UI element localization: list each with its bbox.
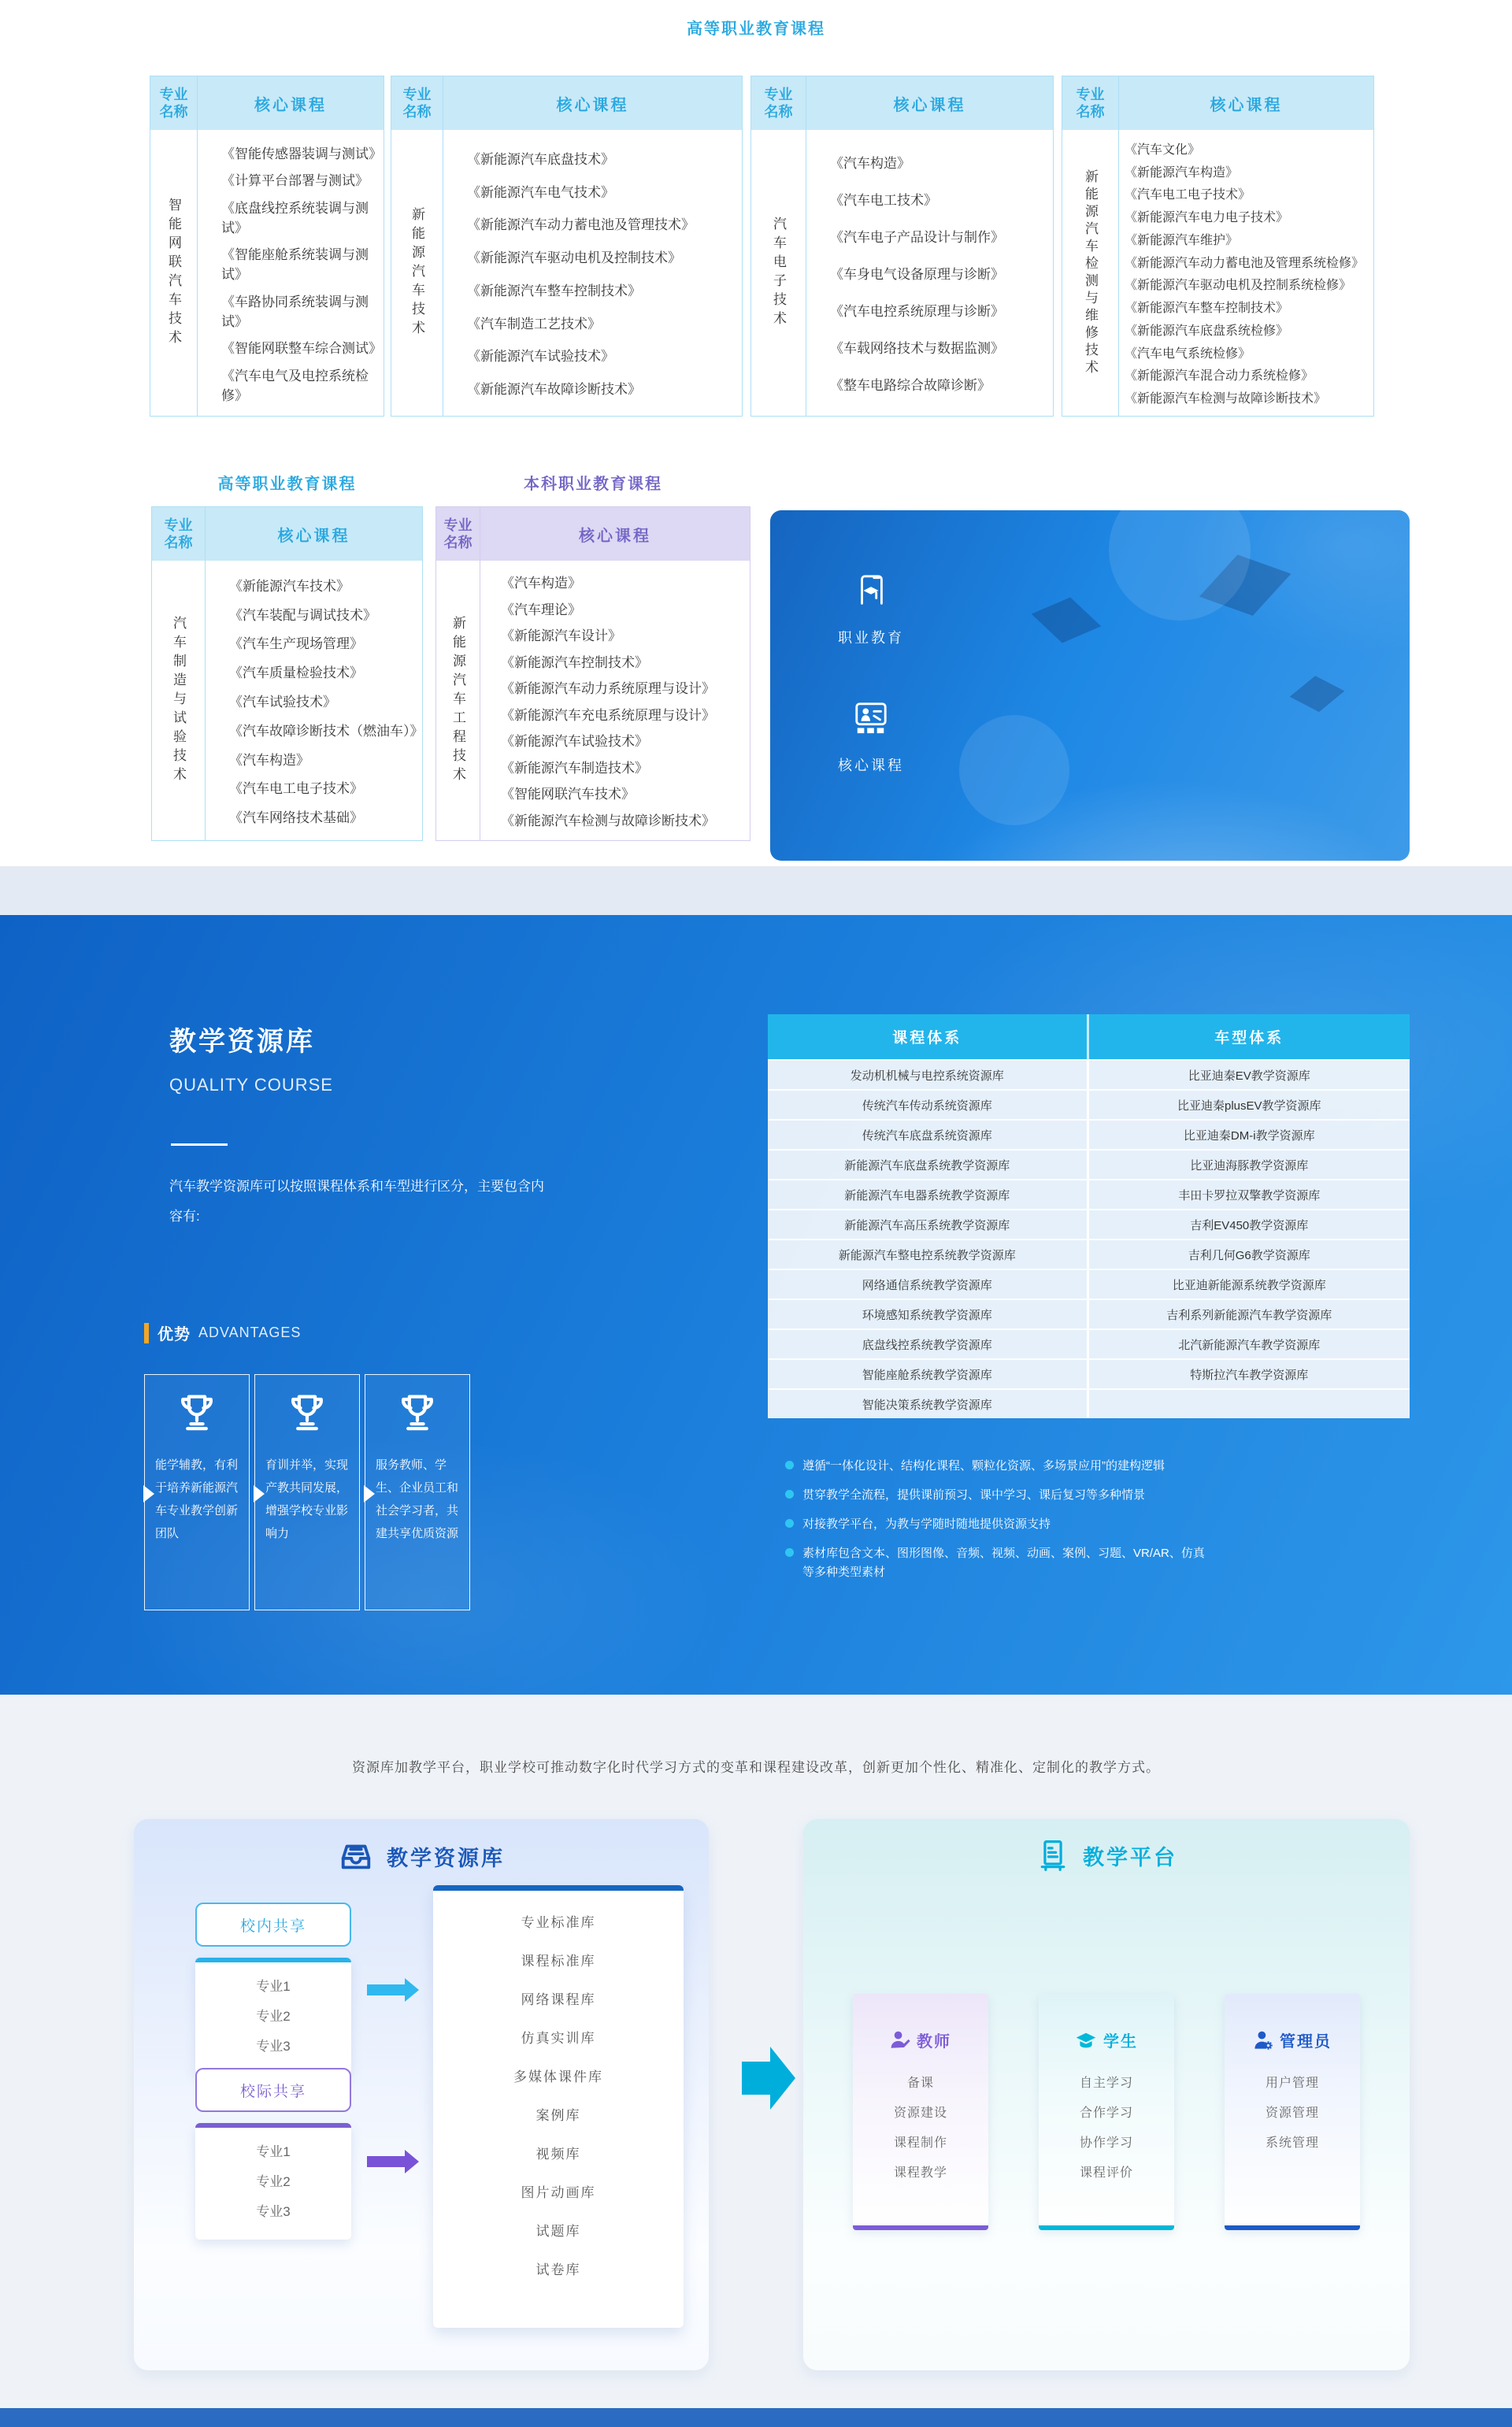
major-item: 专业2 xyxy=(256,2009,291,2024)
col-header-major: 专业名称 xyxy=(751,76,806,130)
table-header xyxy=(391,76,742,130)
trophy-icon xyxy=(396,1391,439,1433)
advantages-label: 优势 xyxy=(158,1326,191,1343)
table-body xyxy=(751,130,1053,416)
course-item: 《新能源汽车电气技术》 xyxy=(467,184,614,200)
course-item: 《新能源汽车动力蓄电池及管理技术》 xyxy=(467,217,695,233)
platform-card-title: 教学平台 xyxy=(1083,1845,1177,1869)
major-name-vertical: 新能源汽车工程技术 xyxy=(436,561,480,840)
role-item-list xyxy=(1039,2069,1174,2188)
course-item: 《新能源汽车驱动电机及控制技术》 xyxy=(467,250,681,266)
course-item: 《车身电气设备原理与诊断》 xyxy=(830,267,1004,282)
banner-item-vocational-education xyxy=(816,572,926,647)
teacher-role-column xyxy=(853,1994,988,2230)
table-row xyxy=(768,1209,1410,1239)
big-flow-arrow xyxy=(742,2062,770,2095)
table-row xyxy=(768,1239,1410,1269)
banner-item-label: 核心课程 xyxy=(838,758,904,773)
vehicle-system-header: 车型体系 xyxy=(1214,1030,1284,1047)
role-item: 协作学习 xyxy=(1079,2136,1133,2150)
resource-table-body xyxy=(768,1059,1410,1418)
vehicle-system-cell: 比亚迪海豚教学资源库 xyxy=(1190,1158,1309,1173)
course-item: 《新能源汽车制造技术》 xyxy=(501,760,648,776)
library-item: 仿真实训库 xyxy=(521,2031,596,2046)
course-table-nev-engineering xyxy=(435,506,750,841)
course-item: 《汽车文化》 xyxy=(1125,143,1201,157)
course-system-cell: 底盘线控系统教学资源库 xyxy=(768,1330,1089,1358)
course-item: 《智能网联汽车技术》 xyxy=(501,787,635,802)
course-item: 《新能源汽车构造》 xyxy=(1125,165,1239,180)
feature-bullet xyxy=(785,1515,1214,1534)
advantage-card xyxy=(144,1374,250,1610)
course-item: 《新能源汽车底盘系统检修》 xyxy=(1125,324,1289,338)
major-name-vertical: 汽车制造与试验技术 xyxy=(152,561,206,840)
course-system-cell: 智能座舱系统教学资源库 xyxy=(768,1360,1089,1388)
library-list-box xyxy=(433,1885,684,2328)
resource-description: 汽车教学资源库可以按照课程体系和车型进行区分，主要包含内容有: xyxy=(169,1179,544,1225)
course-table-nev-maintenance xyxy=(1062,76,1374,417)
major-name-vertical: 智能网联汽车技术 xyxy=(150,130,198,416)
role-item: 备课 xyxy=(906,2077,934,2090)
advantage-card xyxy=(365,1374,470,1610)
bullet-text: 素材库包含文本、图形图像、音频、视频、动画、案例、习题、VR/AR、仿真等多种类型素材 xyxy=(802,1547,1205,1579)
course-table-auto-manufacturing xyxy=(151,506,423,841)
course-item: 《新能源汽车动力蓄电池及管理系统检修》 xyxy=(1125,256,1365,270)
course-item: 《新能源汽车电力电子技术》 xyxy=(1125,211,1289,225)
major-item: 专业3 xyxy=(256,2204,291,2219)
col-header-major: 专业名称 xyxy=(436,507,480,561)
course-table-auto-electronics xyxy=(750,76,1054,417)
course-item: 《新能源汽车维护》 xyxy=(1125,233,1239,247)
advantages-heading xyxy=(144,1321,301,1344)
platform-section xyxy=(0,1695,1512,2408)
course-system-cell: 传统汽车底盘系统资源库 xyxy=(768,1121,1089,1149)
course-item: 《新能源汽车底盘技术》 xyxy=(467,151,614,167)
col-header-core: 核心课程 xyxy=(579,527,651,545)
table-body xyxy=(152,561,422,840)
library-item: 试卷库 xyxy=(536,2262,581,2277)
course-item: 《汽车装配与调试技术》 xyxy=(229,607,376,623)
course-system-cell: 网络通信系统教学资源库 xyxy=(768,1270,1089,1299)
course-item: 《智能座舱系统装调与测试》 xyxy=(221,247,369,282)
course-item: 《汽车构造》 xyxy=(229,752,309,768)
teaching-resource-card xyxy=(134,1819,709,2370)
role-item: 合作学习 xyxy=(1079,2106,1133,2120)
course-system-header: 课程体系 xyxy=(768,1014,1089,1059)
course-item: 《车路协同系统装调与测试》 xyxy=(221,294,369,329)
role-label: 管理员 xyxy=(1280,2033,1332,2051)
inter-school-share-button[interactable]: 校际共享 xyxy=(195,2068,351,2112)
course-system-cell: 新能源汽车整电控系统教学资源库 xyxy=(768,1240,1089,1269)
section-divider-band xyxy=(0,866,1512,915)
col-header-major: 专业名称 xyxy=(391,76,443,130)
role-label: 学生 xyxy=(1103,2033,1138,2051)
teacher-blackboard-icon xyxy=(853,699,889,736)
course-item: 《汽车试验技术》 xyxy=(229,694,336,710)
graduation-cap-shape xyxy=(1288,673,1347,721)
course-item: 《汽车电气及电控系统检修》 xyxy=(221,368,369,403)
course-table-intelligent-connected xyxy=(150,76,384,417)
vehicle-system-cell: 特斯拉汽车教学资源库 xyxy=(1190,1368,1309,1382)
banner-item-label: 职业教育 xyxy=(838,630,904,646)
col-header-core: 核心课程 xyxy=(254,96,327,114)
table-row xyxy=(768,1059,1410,1089)
table-header xyxy=(150,76,384,130)
role-item-list xyxy=(1225,2069,1360,2158)
bullet-dot-icon xyxy=(785,1548,794,1557)
course-item: 《新能源汽车驱动电机及控制系统检修》 xyxy=(1125,279,1352,293)
bullet-dot-icon xyxy=(785,1461,794,1469)
course-item: 《汽车电工技术》 xyxy=(830,193,937,208)
inter-school-majors-box xyxy=(195,2123,351,2240)
role-item: 资源建设 xyxy=(893,2106,947,2120)
table-body xyxy=(150,130,384,416)
bullet-dot-icon xyxy=(785,1519,794,1528)
vehicle-system-cell: 吉利几何G6教学资源库 xyxy=(1188,1248,1310,1262)
feature-bullet xyxy=(785,1486,1214,1505)
feature-bullet xyxy=(785,1457,1214,1476)
major-name-vertical: 新能源汽车检测与维修技术 xyxy=(1062,130,1119,416)
section2-left-title: 高等职业教育课程 xyxy=(217,476,357,493)
table-header xyxy=(1062,76,1373,130)
table-body xyxy=(436,561,750,840)
resource-card-title: 教学资源库 xyxy=(387,1846,505,1870)
course-item: 《新能源汽车故障诊断技术》 xyxy=(467,382,641,398)
admin-role-column xyxy=(1225,1994,1360,2230)
library-item: 案例库 xyxy=(536,2108,581,2123)
course-item: 《新能源汽车混合动力系统检修》 xyxy=(1125,369,1314,384)
course-item: 《汽车构造》 xyxy=(830,156,910,171)
role-item: 自主学习 xyxy=(1079,2077,1133,2090)
role-column-list xyxy=(803,1994,1410,2230)
vehicle-system-cell: 比亚迪新能源系统教学资源库 xyxy=(1172,1278,1326,1292)
major-name-vertical: 汽车电子技术 xyxy=(751,130,806,416)
major-list xyxy=(195,1962,351,2062)
table-header xyxy=(751,76,1053,130)
resource-section-subtitle: QUALITY COURSE xyxy=(169,1075,333,1095)
teacher-person-icon xyxy=(890,2030,910,2051)
role-item: 课程教学 xyxy=(893,2166,947,2180)
course-item: 《汽车电子产品设计与制作》 xyxy=(830,230,1004,245)
course-item: 《底盘线控系统装调与测试》 xyxy=(221,200,369,235)
course-system-cell: 新能源汽车高压系统教学资源库 xyxy=(768,1210,1089,1239)
resource-table-header xyxy=(768,1014,1410,1059)
role-item: 课程评价 xyxy=(1079,2166,1133,2180)
table-row xyxy=(768,1358,1410,1388)
course-item: 《新能源汽车动力系统原理与设计》 xyxy=(501,681,715,697)
vehicle-system-cell: 吉利系列新能源汽车教学资源库 xyxy=(1166,1308,1332,1322)
course-item: 《车载网络技术与数据监测》 xyxy=(830,341,1004,356)
teaching-platform-card xyxy=(803,1819,1410,2370)
resource-library-section xyxy=(0,915,1512,1695)
trophy-icon xyxy=(286,1391,328,1433)
resource-system-table xyxy=(768,1014,1410,1418)
library-item: 专业标准库 xyxy=(521,1915,596,1930)
course-list xyxy=(206,561,422,840)
course-item: 《汽车故障诊断技术（燃油车）》 xyxy=(229,723,424,739)
resource-section-title: 教学资源库 xyxy=(169,1027,315,1057)
vehicle-system-cell: 比亚迪秦plusEV教学资源库 xyxy=(1177,1099,1321,1113)
course-system-cell: 新能源汽车底盘系统教学资源库 xyxy=(768,1151,1089,1179)
course-item: 《新能源汽车检测与故障诊断技术》 xyxy=(1125,392,1327,406)
col-header-core: 核心课程 xyxy=(277,527,350,545)
light-glow xyxy=(959,715,1069,825)
role-item: 资源管理 xyxy=(1265,2106,1319,2120)
advantage-card-text: 服务教师、学生、企业员工和社会学习者，共建共享优质资源 xyxy=(376,1458,459,1540)
section1-title: 高等职业教育课程 xyxy=(687,20,825,38)
feature-bullet-list xyxy=(785,1457,1214,1592)
course-system-cell: 发动机机械与电控系统资源库 xyxy=(768,1061,1089,1089)
major-item: 专业1 xyxy=(256,1979,291,1994)
role-header xyxy=(853,2029,988,2051)
vehicle-system-cell: 吉利EV450教学资源库 xyxy=(1190,1218,1309,1232)
library-item: 试题库 xyxy=(536,2224,581,2239)
bullet-text: 遵循“一体化设计、结构化课程、颗粒化资源、多场景应用”的建构逻辑 xyxy=(802,1459,1165,1473)
major-item: 专业2 xyxy=(256,2174,291,2189)
vehicle-system-cell: 北汽新能源汽车教学资源库 xyxy=(1178,1338,1321,1352)
table-row xyxy=(768,1328,1410,1358)
purple-flow-arrow xyxy=(367,2156,405,2167)
course-table-nev-technology xyxy=(391,76,743,417)
table-row xyxy=(768,1149,1410,1179)
course-item: 《汽车网络技术基础》 xyxy=(229,810,363,826)
col-header-major: 专业名称 xyxy=(1062,76,1119,130)
role-header xyxy=(1039,2029,1174,2051)
student-role-column xyxy=(1039,1994,1174,2230)
course-list xyxy=(806,130,1053,416)
table-body xyxy=(391,130,742,416)
col-header-core: 核心课程 xyxy=(893,96,966,114)
course-list xyxy=(1119,130,1373,416)
course-item: 《汽车质量检验技术》 xyxy=(229,665,363,681)
advantage-card-list xyxy=(144,1374,470,1610)
role-item: 用户管理 xyxy=(1265,2077,1319,2090)
col-header-major: 专业名称 xyxy=(150,76,198,130)
course-item: 《新能源汽车试验技术》 xyxy=(501,734,648,750)
role-item-list xyxy=(853,2069,988,2188)
library-item: 图片动画库 xyxy=(521,2185,596,2200)
course-item: 《智能网联整车综合测试》 xyxy=(221,341,382,356)
course-item: 《新能源汽车试验技术》 xyxy=(467,349,614,365)
role-label: 教师 xyxy=(917,2033,951,2051)
course-item: 《新能源汽车控制技术》 xyxy=(501,654,648,670)
graduation-cap-icon xyxy=(1075,2029,1097,2051)
course-item: 《汽车生产现场管理》 xyxy=(229,636,363,652)
course-system-cell: 智能决策系统教学资源库 xyxy=(768,1390,1089,1418)
vocational-education-banner xyxy=(770,510,1410,861)
course-list xyxy=(443,130,742,416)
course-system-cell: 新能源汽车电器系统教学资源库 xyxy=(768,1180,1089,1209)
advantages-label-en: ADVANTAGES xyxy=(198,1325,302,1340)
role-item: 课程制作 xyxy=(893,2136,947,2150)
cyan-flow-arrow xyxy=(367,1984,405,1995)
inbox-tray-icon xyxy=(338,1838,374,1874)
resource-card-header xyxy=(134,1838,709,1874)
table-row xyxy=(768,1089,1410,1119)
library-list xyxy=(433,1891,684,2289)
course-system-cell: 传统汽车传动系统资源库 xyxy=(768,1091,1089,1119)
table-row xyxy=(768,1119,1410,1149)
library-item: 多媒体课件库 xyxy=(513,2069,603,2084)
library-item: 课程标准库 xyxy=(521,1954,596,1969)
vehicle-system-cell: 比亚迪秦EV教学资源库 xyxy=(1188,1069,1310,1083)
course-item: 《新能源汽车充电系统原理与设计》 xyxy=(501,707,715,723)
footer-bar xyxy=(0,2408,1512,2427)
vehicle-system-cell xyxy=(1089,1390,1410,1418)
library-item: 视频库 xyxy=(536,2147,581,2162)
section2-right-title: 本科职业教育课程 xyxy=(524,476,662,493)
intra-school-share-button[interactable]: 校内共享 xyxy=(195,1903,351,1947)
course-item: 《新能源汽车设计》 xyxy=(501,628,621,644)
table-header xyxy=(436,507,750,561)
bullet-dot-icon xyxy=(785,1490,794,1499)
course-item: 《计算平台部署与测试》 xyxy=(221,173,369,188)
role-header xyxy=(1225,2029,1360,2051)
advantage-card-text: 能学辅教，有利于培养新能源汽车专业教学创新团队 xyxy=(155,1458,239,1540)
course-item: 《整车电路综合故障诊断》 xyxy=(830,378,991,393)
course-system-cell: 环境感知系统教学资源库 xyxy=(768,1300,1089,1328)
banner-item-core-course xyxy=(816,699,926,775)
heading-marker xyxy=(144,1323,149,1343)
course-list xyxy=(480,561,750,840)
box-top-bar xyxy=(433,1885,684,1891)
course-item: 《汽车电工电子技术》 xyxy=(229,781,363,797)
course-item: 《新能源汽车整车控制技术》 xyxy=(1125,302,1289,316)
course-item: 《汽车电气系统检修》 xyxy=(1125,346,1251,361)
major-item: 专业1 xyxy=(256,2144,291,2159)
vehicle-system-cell: 比亚迪秦DM-i教学资源库 xyxy=(1183,1128,1315,1143)
course-item: 《汽车电工电子技术》 xyxy=(1125,188,1251,202)
table-body xyxy=(1062,130,1373,416)
platform-card-header xyxy=(803,1838,1410,1873)
table-row xyxy=(768,1388,1410,1418)
major-item: 专业3 xyxy=(256,2039,291,2054)
course-item: 《汽车电控系统原理与诊断》 xyxy=(830,304,1004,319)
course-item: 《新能源汽车整车控制技术》 xyxy=(467,283,641,298)
platform-board-icon xyxy=(1036,1838,1070,1873)
course-item: 《汽车制造工艺技术》 xyxy=(467,316,601,332)
course-item: 《汽车理论》 xyxy=(501,602,581,617)
book-graduation-icon xyxy=(853,572,889,608)
table-row xyxy=(768,1299,1410,1328)
course-list xyxy=(198,130,384,416)
col-header-core: 核心课程 xyxy=(1210,96,1283,114)
table-row xyxy=(768,1269,1410,1299)
advantage-card-text: 育训并举，实现产教共同发展，增强学校专业影响力 xyxy=(265,1458,349,1540)
course-item: 《汽车构造》 xyxy=(501,576,581,591)
divider-line xyxy=(171,1143,228,1146)
course-item: 《新能源汽车检测与故障诊断技术》 xyxy=(501,813,715,828)
platform-intro-text: 资源库加教学平台，职业学校可推动数字化时代学习方式的变革和课程建设改革，创新更加个性化、精准化、定制化的教学方式。 xyxy=(352,1760,1160,1775)
table-row xyxy=(768,1179,1410,1209)
trophy-icon xyxy=(176,1391,218,1433)
intra-school-majors-box xyxy=(195,1958,351,2074)
feature-bullet xyxy=(785,1544,1214,1582)
vehicle-system-cell: 丰田卡罗拉双擎教学资源库 xyxy=(1178,1188,1321,1202)
col-header-core: 核心课程 xyxy=(556,96,629,114)
bullet-text: 贯穿教学全流程，提供课前预习、课中学习、课后复习等多种情景 xyxy=(802,1488,1146,1502)
table-header xyxy=(152,507,422,561)
library-item: 网络课程库 xyxy=(521,1992,596,2007)
col-header-major: 专业名称 xyxy=(152,507,206,561)
bullet-text: 对接教学平台，为教与学随时随地提供资源支持 xyxy=(802,1517,1051,1531)
major-list xyxy=(195,2128,351,2227)
course-item: 《智能传感器装调与测试》 xyxy=(221,146,382,161)
advantage-card xyxy=(254,1374,360,1610)
graduation-cap-shape xyxy=(1026,591,1106,658)
major-name-vertical: 新能源汽车技术 xyxy=(391,130,443,416)
course-item: 《新能源汽车技术》 xyxy=(229,578,350,594)
role-item: 系统管理 xyxy=(1265,2136,1319,2150)
admin-person-gear-icon xyxy=(1253,2030,1273,2051)
